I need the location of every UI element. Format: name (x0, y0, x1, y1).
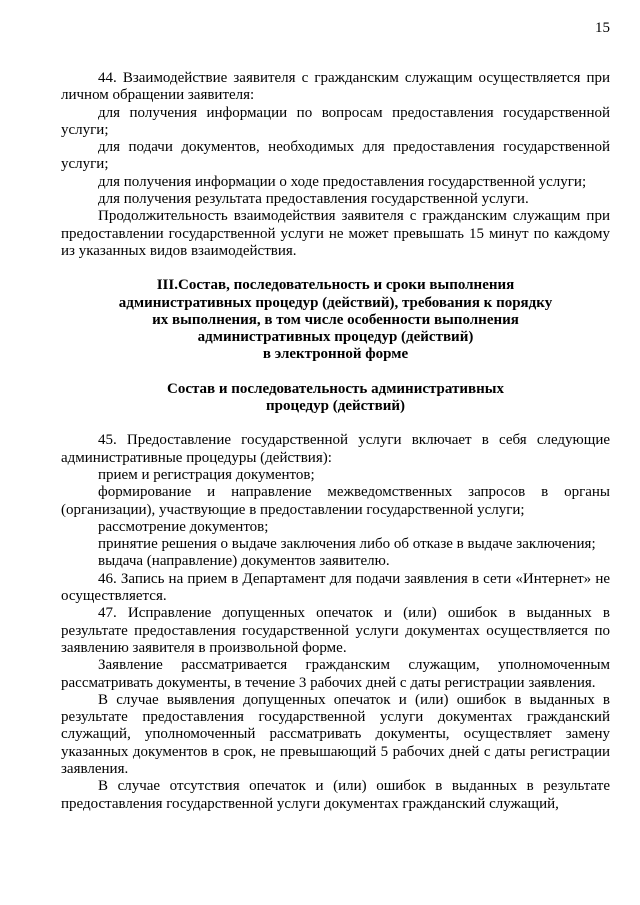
list-item: прием и регистрация документов; (98, 466, 315, 483)
list-item: для получения информации о ходе предоставления государственной услуги; (98, 173, 587, 190)
section-heading-line: в электронной форме (262, 346, 409, 363)
page-number: 15 (595, 20, 610, 36)
paragraph-review: Заявление рассматривается гражданским служащим, уполномоченным рассматривать документы, в течение 3 рабочих дней с даты регистрации заявления. (61, 657, 610, 691)
section-heading-line: административных процедур (действий), требования к порядку (118, 294, 553, 311)
subsection-heading-line: Состав и последовательность административных (167, 380, 504, 397)
paragraph-47: 47. Исправление допущенных опечаток и (или) ошибок в выданных в результате предоставления государственной услуги документах осуществляется по заявлению заявителя в произвольной форме. (61, 605, 610, 656)
paragraph-errors-found: В случае выявления допущенных опечаток и (или) ошибок в выданных в результате предоставления государственной услуги документах гражданский служащий, уполномоченный рассматривать документы, осуществляет замену указанных документов в срок, не превышающий 5 рабочих дней с даты регистрации заявления. (61, 691, 610, 777)
list-item: принятие решения о выдаче заключения либо об отказе в выдаче заключения; (98, 536, 596, 553)
paragraph-44: 44. Взаимодействие заявителя с гражданским служащим осуществляется при личном обращении заявителя: (61, 70, 610, 104)
paragraph-duration: Продолжительность взаимодействия заявителя с гражданским служащим при предоставлении государственной услуги не может превышать 15 минут по каждому из указанных видов взаимодействия. (61, 208, 610, 259)
list-item: рассмотрение документов; (98, 518, 269, 535)
document-body (61, 70, 610, 813)
section-heading-line: административных процедур (действий) (197, 329, 474, 346)
section-heading-line: III.Состав, последовательность и сроки выполнения (156, 277, 515, 294)
paragraph-46: 46. Запись на прием в Департамент для подачи заявления в сети «Интернет» не осуществляется. (61, 570, 610, 605)
list-item: выдача (направление) документов заявителю. (98, 553, 390, 570)
list-item: для подачи документов, необходимых для предоставления государственной услуги; (61, 139, 610, 173)
section-heading-line: их выполнения, в том числе особенности выполнения (152, 311, 519, 328)
list-item: формирование и направление межведомственных запросов в органы (организации), участвующие в предоставлении государственной услуги; (61, 484, 610, 518)
paragraph-no-errors: В случае отсутствия опечаток и (или) ошибок в выданных в результате предоставления государственной услуги документах гражданский служащий, (61, 778, 610, 812)
section-heading (61, 277, 610, 363)
list-item: для получения результата предоставления государственной услуги. (98, 191, 529, 208)
list-item: для получения информации по вопросам предоставления государственной услуги; (61, 104, 610, 138)
subsection-heading (61, 381, 610, 416)
paragraph-45: 45. Предоставление государственной услуги включает в себя следующие административные процедуры (действия): (61, 432, 610, 466)
subsection-heading-line: процедур (действий) (265, 398, 406, 415)
